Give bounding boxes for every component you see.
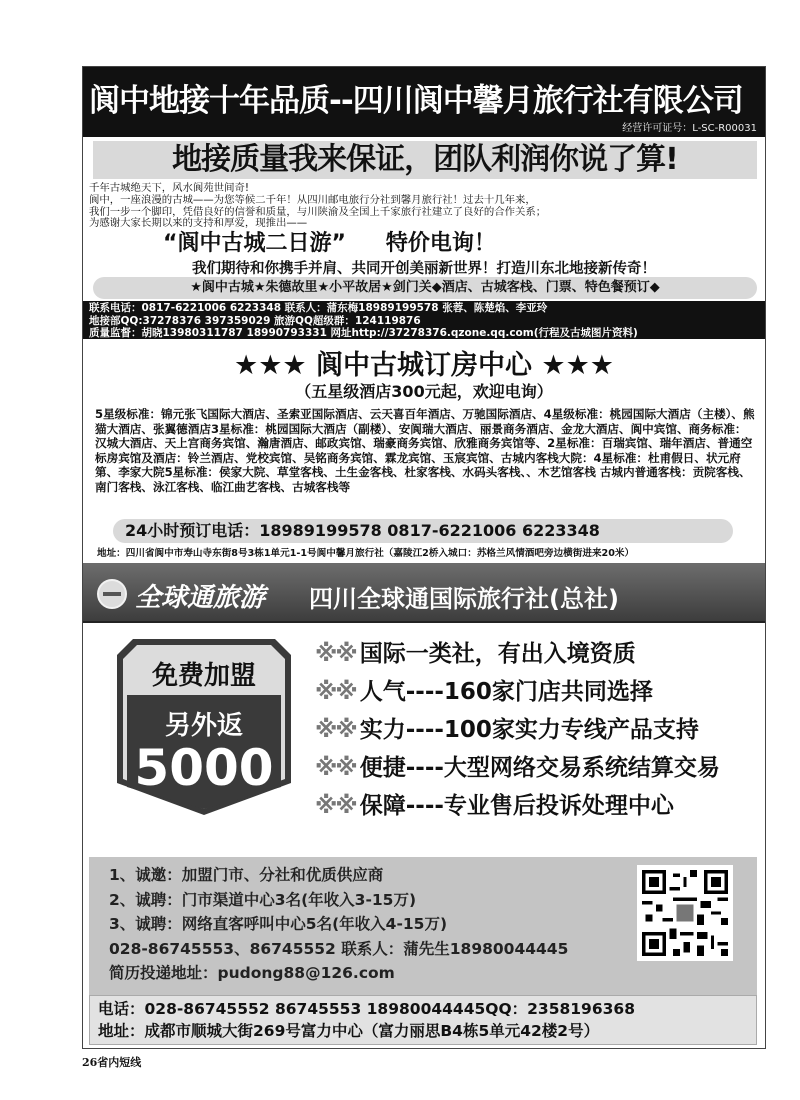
feature-text: 便捷----大型网络交易系统结算交易: [359, 755, 720, 781]
recruit-line: 1、诚邀：加盟门市、分社和优质供应商: [109, 866, 384, 884]
recruit-line: 简历投递地址：pudong88@126.com: [109, 964, 395, 982]
recruit-line: 028-86745553、86745552 联系人：蒲先生18980044445: [109, 939, 569, 958]
contact-line: 地接部QQ:37278376 397359029 旅游QQ超级群：124119876: [89, 314, 421, 327]
advertisement-page: [82, 66, 766, 1049]
feature-item: [315, 673, 755, 711]
quality-slogan: 地接质量我来保证，团队利润你说了算!: [93, 141, 757, 179]
contact-line: 联系电话：0817-6221006 6223348 联系人：蒲东梅18989199578 张蓉、陈楚焰、李亚玲: [89, 302, 548, 314]
services-strip: ★阆中古城★朱德故里★小平故居★剑门关◆酒店、古城客栈、门票、特色餐预订◆: [93, 277, 757, 299]
feature-text: 人气----160家门店共同选择: [359, 679, 653, 705]
feature-mark: ※※: [315, 717, 356, 743]
feature-mark: ※※: [315, 755, 356, 781]
recruit-line: 3、诚聘：网络直客呼叫中心5名(年收入4-15万): [109, 915, 448, 933]
intro-text: [89, 183, 761, 230]
feature-item: [315, 749, 755, 787]
contact-address: 地址：成都市顺城大街269号富力中心（富力丽思B4栋5单元42楼2号）: [98, 1022, 600, 1040]
intro-line: 阆中，一座浪漫的古城——为您等候二千年！从四川邮电旅行分社到馨月旅行社！过去十几年来，: [89, 193, 536, 206]
contact-box: [89, 995, 757, 1045]
feature-text: 实力----100家实力专线产品支持: [359, 717, 699, 743]
feature-mark: ※※: [315, 793, 356, 819]
page-footer: 26省内短线: [82, 1056, 142, 1069]
globe-icon: [97, 579, 127, 609]
tagline: 我们期待和你携手并肩、共同开创美丽新世界！打造川东北地接新传奇！: [192, 261, 656, 277]
recruitment-lines: [109, 863, 568, 986]
agency-address: 地址：四川省阆中市寿山寺东街8号3栋1单元1-1号阆中馨月旅行社（嘉陵江2桥入城口：苏格兰风情酒吧旁边横街进来20米）: [97, 548, 635, 559]
recruit-line: 2、诚聘：门市渠道中心3名(年收入3-15万): [109, 890, 417, 909]
brand-bar: [83, 563, 765, 623]
badge-rebate-amount: 5000: [134, 739, 274, 797]
tour-name: “阆中古城二日游”: [163, 231, 346, 256]
badge-free-join: 免费加盟: [151, 661, 256, 691]
feature-mark: ※※: [315, 679, 356, 705]
brand-name: 四川全球通国际旅行社(总社): [309, 585, 619, 613]
brand-logo: 全球通旅游: [135, 583, 266, 613]
qr-code[interactable]: [637, 865, 733, 961]
qr-code-icon: [642, 870, 728, 956]
global-travel-section: [83, 563, 765, 1049]
hotel-center-title: ★★★ 阆中古城订房中心 ★★★: [233, 350, 615, 381]
intro-line: 我们一步一个脚印，凭借良好的信誉和质量，与川陕渝及全国上千家旅行社建立了良好的合作关系；: [89, 205, 547, 218]
feature-text: 国际一类社，有出入境资质: [359, 641, 636, 667]
contact-phone: 电话：028-86745552 86745553 18980044445QQ：2358196368: [98, 1000, 635, 1018]
license-number: 经营许可证号：L-SC-R00031: [622, 123, 757, 134]
feature-text: 保障----专业售后投诉处理中心: [359, 793, 674, 819]
feature-item: [315, 635, 755, 673]
booking-phone-strip: 24小时预订电话：18989199578 0817-6221006 6223348: [113, 519, 733, 543]
intro-line: 为感谢大家长期以来的支持和厚爱，现推出——: [89, 217, 308, 230]
join-badge: [113, 633, 295, 817]
feature-list: [315, 635, 755, 825]
company-title-bar: [83, 67, 765, 137]
feature-item: [315, 711, 755, 749]
intro-line: 千年古城绝天下，风水阆苑世间奇!: [89, 182, 250, 194]
hotel-center-subtitle: （五星级酒店300元起，欢迎电询）: [295, 382, 553, 401]
tour-offer: [163, 226, 496, 257]
feature-mark: ※※: [315, 641, 356, 667]
recruitment-box: [89, 857, 757, 995]
feature-item: [315, 787, 755, 825]
company-title: 阆中地接十年品质--四川阆中馨月旅行社有限公司: [89, 83, 743, 119]
hotel-list: 5星级标准：锦元张飞国际大酒店、圣索亚国际酒店、云天喜百年酒店、万驰国际酒店、4星级标准：桃园国际大酒店（主楼）、熊猫大酒店、张翼德酒店3星标准：桃园国际大酒店（副楼）、安阆瑞大酒店、丽景商务酒店、金龙大酒店、阆中宾馆、商务标准：汉城大酒店、天上宫商务宾馆、瀚唐酒店、邮政宾馆、瑞豪商务宾馆、欣雅商务宾馆等、2星标准：百瑞宾馆、瑞年酒店、普通空标房宾馆及酒店：铃兰酒店、党校宾馆、吴铭商务宾馆、霖龙宾馆、玉宸宾馆、古城内客栈大院：4星标准：杜甫假日、状元府第、李家大院5星标准：侯家大院、草堂客栈、土生金客栈、杜家客栈、水码头客栈、、木艺馆客栈 古城内普通客栈：贡院客栈、南门客栈、泳江客栈、临江曲艺客栈、古城客栈等: [95, 407, 755, 494]
tour-price: 特价电询！: [385, 231, 496, 256]
badge-rebate-label: 另外返: [164, 711, 243, 741]
contact-bar: [83, 301, 765, 339]
contact-line: 质量监督：胡晓13980311787 18990793331 网址http://37278376.qzone.qq.com(行程及古城图片资料): [89, 327, 638, 339]
